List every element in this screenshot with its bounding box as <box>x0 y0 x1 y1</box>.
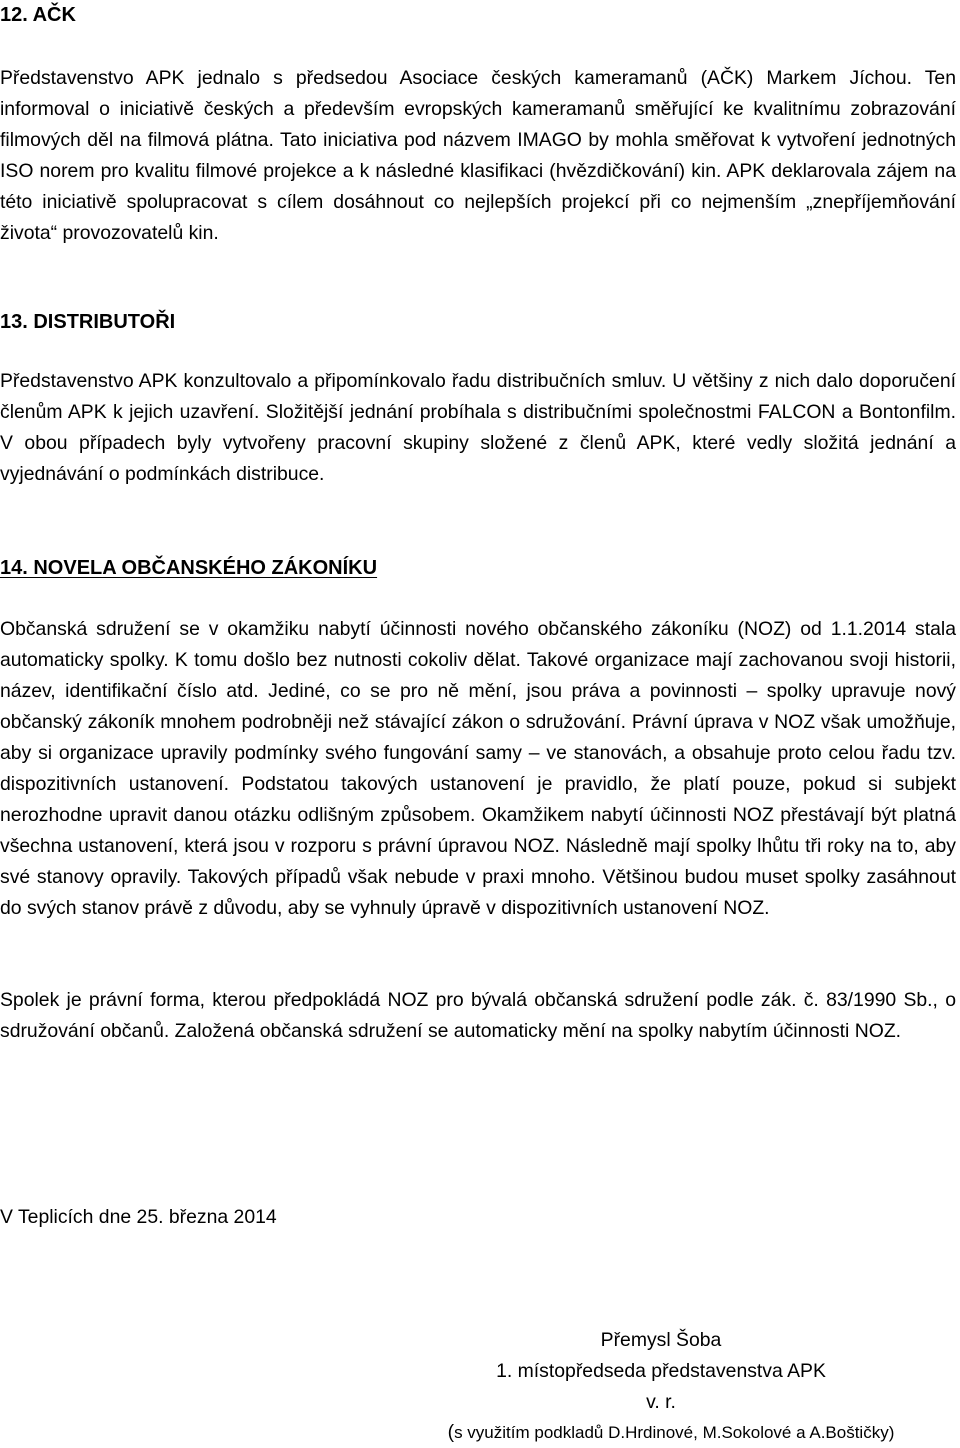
signature-note-paren: ( <box>447 1421 455 1443</box>
section-paragraph-spolek: Spolek je právní forma, kterou předpokládá NOZ pro bývalá občanská sdružení podle zák. č. 83/1990 Sb., o sdružování občanů. Založená občanská sdružení se automaticky mění na spolky nabytím účinnosti NOZ. <box>0 989 956 1042</box>
section-paragraph-ack: Představenstvo APK jednalo s předsedou Asociace českých kameramanů (AČK) Markem Jíchou. Ten informoval o iniciativě českých a především evropských kameramanů směřující ke kvalitnímu zobrazování filmových děl na filmová plátna. Tato iniciativa pod názvem IMAGO by mohla směřovat k vytvoření jednotných ISO norem pro kvalitu filmové projekce a k následné klasifikaci (hvězdičkování) kin. APK deklarovala zájem na této iniciativě spolupracovat s cílem dosáhnout co nejlepších projekcí při co nejmenším „znepříjemňování života“ provozovatelů kin. <box>0 67 956 244</box>
section-paragraph-novela: Občanská sdružení se v okamžiku nabytí účinnosti nového občanského zákoníku (NOZ) od 1.1.2014 stala automaticky spolky. K tomu došlo bez nutnosti cokoliv dělat. Takové organizace mají zachovanou svoji historii, název, identifikační číslo atd. Jediné, co se pro ně mění, jsou práva a povinnosti – spolky upravuje nový občanský zákoník mnohem podrobněji než stávající zákon o sdružování. Právní úprava v NOZ však umožňuje, aby si organizace upravily podmínky svého fungování samy – ve stanovách, a obsahuje proto celou řadu tzv. dispozitivních ustanovení. Podstatou takových ustanovení je pravidlo, že platí pouze, pokud si subjekt nerozhodne upravit danou otázku odlišným způsobem. Okamžikem nabytí účinnosti NOZ přestávají být platná všechna ustanovení, která jsou v rozporu s právní úpravou NOZ. Následně mají spolky lhůtu tři roky na to, aby své stanovy opravily. Takových případů však nebude v praxi mnoho. Většinou budou muset spolky zasáhnout do svých stanov právě z důvodu, aby se vyhnuly úpravě v dispozitivních ustanovení NOZ. <box>0 618 956 919</box>
signature-note-text: s využitím podkladů D.Hrdinové, M.Sokolové a A.Boštičky) <box>454 1423 895 1442</box>
signature-note <box>370 1417 960 1448</box>
signature-vr: v. r. <box>646 1391 676 1413</box>
place-date: V Teplicích dne 25. března 2014 <box>0 1206 277 1228</box>
section-heading-novela: 14. NOVELA OBČANSKÉHO ZÁKONÍKU <box>0 557 378 579</box>
signature-role: 1. místopředseda představenstva APK <box>496 1360 826 1382</box>
signature-name: Přemysl Šoba <box>600 1329 722 1351</box>
section-heading-ack: 12. AČK <box>0 4 76 26</box>
section-heading-distributori: 13. DISTRIBUTOŘI <box>0 311 176 333</box>
section-paragraph-distributori: Představenstvo APK konzultovalo a připomínkovalo řadu distribučních smluv. U většiny z nich dalo doporučení členům APK k jejich uzavření. Složitější jednání probíhala s distribučními společnostmi FALCON a Bontonfilm. V obou případech byly vytvořeny pracovní skupiny složené z členů APK, které vedly složitá jednání a vyjednávání o podmínkách distribuce. <box>0 370 956 485</box>
